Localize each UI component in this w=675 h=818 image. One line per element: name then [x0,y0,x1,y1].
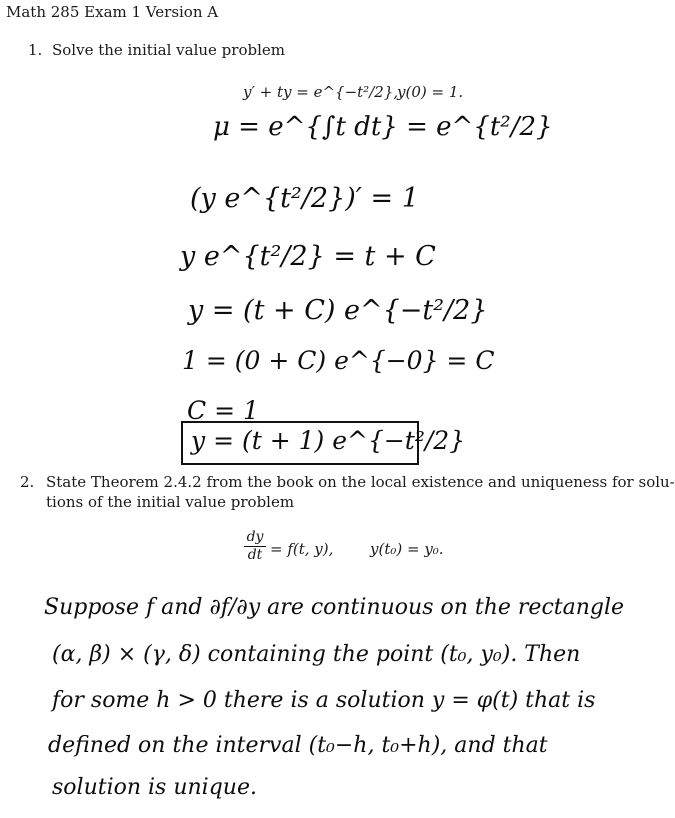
work-integrating-factor: μ = e^{∫t dt} = e^{t²/2} [213,112,553,142]
question-2-initial-condition: y(t₀) = y₀. [370,540,444,558]
exam-header: Math 285 Exam 1 Version A [6,3,219,21]
fraction-denominator: dt [247,547,263,563]
question-2-equation: = f(t, y), [270,540,334,558]
answer-line-2: (α, β) × (γ, δ) containing the point (t₀, y₀). Then [52,642,581,667]
question-2-prompt-line-2: tions of the initial value problem [46,493,295,511]
work-step-4: 1 = (0 + C) e^{−0} = C [182,346,495,375]
answer-line-3: for some h > 0 there is a solution y = φ(t) that is [52,688,596,713]
question-2-number: 2. [20,473,35,491]
work-step-1: (y e^{t²/2})′ = 1 [190,183,419,214]
answer-line-5: solution is unique. [52,775,257,800]
fraction-numerator: dy [244,529,266,547]
work-step-2: y e^{t²/2} = t + C [180,241,436,272]
answer-line-1: Suppose f and ∂f/∂y are continuous on the rectangle [44,595,625,620]
question-1-equation: y′ + ty = e^{−t²/2}, [243,83,399,101]
question-2-prompt-line-1: State Theorem 2.4.2 from the book on the local existence and uniqueness for solu- [46,473,675,491]
work-step-3: y = (t + C) e^{−t²/2} [188,295,488,326]
derivative-fraction [244,529,266,564]
work-step-5: C = 1 [187,396,259,425]
question-1-initial-condition: y(0) = 1. [397,83,464,101]
answer-line-4: defined on the interval (t₀−h, t₀+h), and that [48,733,548,758]
question-1-prompt: Solve the initial value problem [52,41,285,59]
question-1-number: 1. [28,41,43,59]
boxed-answer: y = (t + 1) e^{−t²/2} [191,426,466,455]
